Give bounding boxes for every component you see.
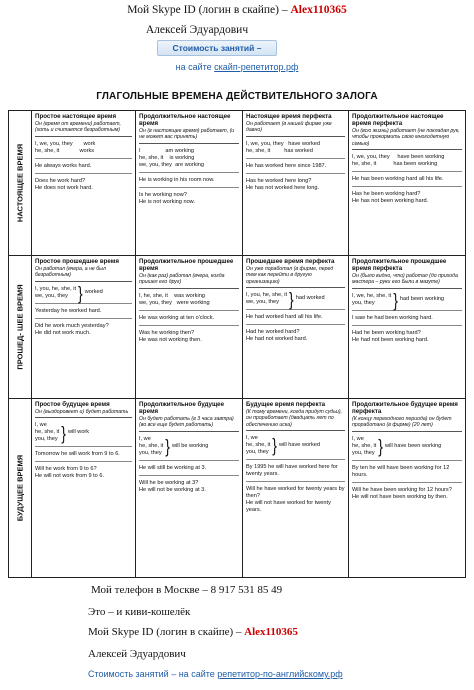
example-sentence: He is working in his room now. bbox=[139, 176, 215, 183]
subject-list bbox=[246, 292, 287, 306]
verb-form: will be working bbox=[171, 442, 209, 449]
tense-title: Прошедшее время перфекта bbox=[246, 258, 335, 265]
subject-item: I, we bbox=[35, 422, 47, 429]
subject-item: I, we bbox=[139, 435, 151, 442]
conjugation-group bbox=[35, 282, 132, 303]
tense-note: Он работал (вчера, а не был безработным) bbox=[35, 266, 132, 281]
tense-cell bbox=[136, 111, 243, 255]
tense-title: Продолжительное настоящее время bbox=[139, 113, 231, 128]
tense-note: Он уже поработал (в фирме, перед тем как перейти в другую организацию) bbox=[246, 266, 345, 288]
conjugation-line: I, we, you, they have been working bbox=[352, 153, 445, 160]
question-negation-block bbox=[246, 485, 345, 517]
tense-note: Он (в настоящее время) работает, (и не может вас принять) bbox=[139, 128, 239, 143]
verb-form: had been working bbox=[399, 296, 445, 303]
tense-note: Он работает (в нашей фирме уже давно) bbox=[246, 121, 345, 136]
header-skype-id: Alex110365 bbox=[290, 4, 347, 16]
subject-item: you, they bbox=[246, 448, 269, 455]
tense-title: Настоящее время перфекта bbox=[246, 113, 332, 120]
tense-title: Простое настоящее время bbox=[35, 113, 117, 120]
example-sentence: I saw he had been working hard. bbox=[352, 314, 433, 321]
tense-title: Продолжительное будущее время перфекта bbox=[352, 401, 458, 416]
row-label-text: НАСТОЯЩЕЕ ВРЕМЯ bbox=[15, 143, 25, 223]
tense-note: Он (всю жизнь) работает (не покладая рук, чтобы прокормить свою многодетную семью) bbox=[352, 128, 462, 150]
subject-item: he, she, it bbox=[139, 442, 164, 449]
conjugation-line: I, he, she, it was working bbox=[139, 292, 205, 299]
footer-price-prefix: Стоимость занятий – на сайте bbox=[88, 669, 215, 679]
tense-cell bbox=[136, 399, 243, 577]
example-block bbox=[139, 464, 239, 476]
subject-item: he, she, it bbox=[246, 441, 271, 448]
example-sentence: By ten he will have been working for 12 hours. bbox=[352, 464, 450, 478]
brace-glyph: } bbox=[289, 288, 294, 310]
example-sentence: Has he been working hard? bbox=[352, 190, 421, 197]
example-sentence: Had he worked hard? bbox=[246, 328, 300, 335]
question-negation-block bbox=[139, 191, 239, 209]
tense-cell bbox=[243, 399, 349, 577]
example-sentence: Is he working now? bbox=[139, 191, 187, 198]
tense-title: Будущее время перфекта bbox=[246, 401, 326, 408]
example-sentence: He had not been working hard. bbox=[352, 336, 429, 343]
conjugation-line: he, she, it is working bbox=[139, 154, 195, 161]
verb-form: will have been working bbox=[384, 442, 442, 449]
tense-note: Он (выздоровеет и) будет работать bbox=[35, 409, 132, 418]
row-label bbox=[9, 111, 32, 255]
verb-form: worked bbox=[84, 289, 103, 296]
footer-price-line bbox=[88, 669, 474, 679]
conjugation-block bbox=[35, 421, 132, 447]
question-negation-block bbox=[352, 329, 462, 347]
example-sentence: Has he worked here long? bbox=[246, 177, 312, 184]
subject-list bbox=[35, 286, 76, 300]
subject-item: we, you, they bbox=[246, 298, 279, 305]
row-label bbox=[9, 256, 32, 398]
question-negation-block bbox=[35, 322, 132, 340]
footer-name: Алексей Эдуардович bbox=[88, 648, 186, 660]
example-sentence: He is not working now. bbox=[139, 198, 195, 205]
conjugation-group bbox=[246, 435, 345, 456]
example-block bbox=[246, 313, 345, 325]
example-sentence: He was working at ten o'clock. bbox=[139, 314, 215, 321]
conjugation-group bbox=[35, 422, 132, 443]
example-sentence: Tomorrow he will work from 9 to 6. bbox=[35, 451, 120, 458]
example-sentence: He has been working hard all his life. bbox=[352, 175, 444, 182]
example-sentence: Had he been working hard? bbox=[352, 329, 421, 336]
footer-qiwi: Это – и киви-кошелёк bbox=[88, 606, 191, 618]
example-sentence: By 1995 he will have worked here for twenty years. bbox=[246, 463, 338, 477]
tense-note: Он (как раз) работал (вчера, когда пришел его друг) bbox=[139, 273, 239, 288]
subject-item: he, she, it bbox=[352, 442, 377, 449]
example-sentence: He will not have been working by then. bbox=[352, 493, 448, 500]
conjugation-line: he, she, it has worked bbox=[246, 147, 313, 154]
footer-skype-line bbox=[88, 626, 474, 638]
conjugation-block bbox=[139, 292, 239, 311]
brace-glyph: } bbox=[61, 422, 66, 444]
conjugation-block bbox=[139, 147, 239, 173]
example-sentence: He was not working then. bbox=[139, 336, 202, 343]
subject-item: I, we, he, she, it bbox=[352, 292, 392, 299]
subject-item: you, they bbox=[139, 449, 162, 456]
tense-title: Продолжительное прошедшее время bbox=[139, 258, 234, 273]
row-label-text: ПРОШЕД- ШЕЕ ВРЕМЯ bbox=[15, 284, 25, 370]
conjugation-group bbox=[352, 289, 462, 311]
example-sentence: He had worked hard all his life. bbox=[246, 313, 323, 320]
example-sentence: Will he have worked for twenty years by then? bbox=[246, 485, 345, 499]
tense-note: Он (время от времени) работает, (хоть и считается безработным) bbox=[35, 121, 132, 136]
conjugation-line: he, she, it works bbox=[35, 147, 95, 154]
tense-note: Он будет работать (в 3 часа завтра) (во все еще будет работать) bbox=[139, 416, 239, 431]
verb-form: will have worked bbox=[278, 441, 320, 448]
conjugation-block bbox=[35, 282, 132, 304]
tense-title: Простое прошедшее время bbox=[35, 258, 119, 265]
tense-cell bbox=[243, 111, 349, 255]
subject-list bbox=[352, 293, 391, 307]
subject-item: we, you, they bbox=[35, 292, 68, 299]
question-negation-block bbox=[139, 479, 239, 497]
example-block bbox=[35, 162, 132, 174]
subject-list bbox=[352, 436, 376, 457]
row-label-text: БУДУЩЕЕ ВРЕМЯ bbox=[15, 454, 25, 522]
example-sentence: Was he working then? bbox=[139, 329, 195, 336]
example-block bbox=[246, 463, 345, 482]
verb-form: will work bbox=[67, 429, 90, 436]
question-negation-block bbox=[246, 177, 345, 195]
tense-cell bbox=[32, 111, 136, 255]
question-negation-block bbox=[35, 177, 132, 195]
question-negation-block bbox=[246, 328, 345, 346]
example-sentence: He has not been working hard. bbox=[352, 197, 429, 204]
example-sentence: Will he work from 9 to 6? bbox=[35, 466, 97, 473]
footer-skype-id: Alex110365 bbox=[244, 626, 298, 638]
tense-note: Он (было видно, что) работал (до прихода мастера – руки его были в мазуте) bbox=[352, 273, 462, 288]
tense-title: Продолжительное будущее время bbox=[139, 401, 225, 416]
subject-list bbox=[246, 435, 270, 456]
price-site-prefix: на сайте bbox=[175, 62, 212, 72]
tense-title: Продолжительное прошедшее время перфекта bbox=[352, 258, 447, 273]
example-sentence: He has not worked here long. bbox=[246, 184, 320, 191]
brace-glyph: } bbox=[165, 435, 170, 457]
conjugation-line: we, you, they are working bbox=[139, 161, 204, 168]
conjugation-line: I am working bbox=[139, 147, 195, 154]
subject-item: he, she, it bbox=[35, 429, 60, 436]
example-sentence: Did he work much yesterday? bbox=[35, 322, 109, 329]
subject-item: I, we bbox=[352, 435, 364, 442]
example-block bbox=[139, 314, 239, 326]
example-sentence: He always works hard. bbox=[35, 162, 92, 169]
example-block bbox=[35, 307, 132, 319]
question-negation-block bbox=[35, 465, 132, 483]
example-block bbox=[352, 464, 462, 483]
example-sentence: He does not work hard. bbox=[35, 184, 93, 191]
conjugation-line: I, we, you, they have worked bbox=[246, 140, 320, 147]
subject-item: I, you, he, she, it bbox=[35, 285, 77, 292]
example-sentence: Does he work hard? bbox=[35, 177, 86, 184]
price-site-line bbox=[0, 62, 474, 72]
tense-note: (К концу переходного периода) он будет проработано (в фирме) (20 лет) bbox=[352, 416, 462, 431]
question-negation-block bbox=[139, 329, 239, 347]
tenses-table bbox=[8, 110, 466, 578]
header-name: Алексей Эдуардович bbox=[145, 24, 249, 36]
subject-list bbox=[35, 422, 59, 443]
conjugation-group bbox=[246, 288, 345, 310]
price-site-link[interactable]: скайп-репетитор.рф bbox=[214, 62, 299, 72]
brace-glyph: } bbox=[378, 435, 383, 457]
example-block bbox=[352, 314, 462, 326]
example-sentence: He had not worked hard. bbox=[246, 335, 308, 342]
tense-cell bbox=[349, 399, 465, 577]
header-skype-prefix: Мой Skype ID (логин в скайпе) – bbox=[127, 4, 288, 16]
example-sentence: He will not work from 9 to 6. bbox=[35, 473, 105, 480]
tense-cell bbox=[349, 256, 465, 398]
question-negation-block bbox=[352, 190, 462, 208]
conjugation-group bbox=[352, 436, 462, 457]
example-block bbox=[139, 176, 239, 188]
footer-price-link[interactable]: репетитор-по-английскому.рф bbox=[217, 669, 343, 679]
conjugation-block bbox=[246, 288, 345, 310]
footer-phone: Мой телефон в Москве – 8 917 531 85 49 bbox=[91, 584, 283, 596]
example-sentence: Will he have been working for 12 hours? bbox=[352, 486, 452, 493]
example-block bbox=[35, 450, 132, 462]
tense-cell bbox=[32, 256, 136, 398]
subject-item: I, you, he, she, it bbox=[246, 291, 288, 298]
brace-glyph: } bbox=[393, 289, 398, 311]
example-sentence: He did not work much. bbox=[35, 329, 91, 336]
conjugation-block bbox=[352, 289, 462, 311]
conjugation-line: he, she, it has been working bbox=[352, 160, 438, 167]
document-title: ГЛАГОЛЬНЫЕ ВРЕМЕНА ДЕЙСТВИТЕЛЬНОГО ЗАЛОГА bbox=[96, 91, 378, 102]
subject-item: I, we bbox=[246, 434, 258, 441]
example-sentence: He has worked here since 1987. bbox=[246, 162, 327, 169]
tense-note: (К тому времени, когда придут судьи), он проработает (двадцать лет по обеспечению иска) bbox=[246, 409, 345, 431]
conjugation-line: I, we, you, they work bbox=[35, 140, 96, 147]
table-row bbox=[9, 256, 465, 399]
conjugation-block bbox=[352, 435, 462, 461]
brace-glyph: } bbox=[272, 434, 277, 456]
conjugation-group bbox=[139, 436, 239, 457]
subject-item: you, they bbox=[352, 299, 375, 306]
question-negation-block bbox=[352, 486, 462, 504]
subject-item: you, they bbox=[352, 449, 375, 456]
example-block bbox=[246, 162, 345, 174]
example-sentence: Yesterday he worked hard. bbox=[35, 307, 102, 314]
conjugation-block bbox=[246, 140, 345, 159]
tense-title: Продолжительное настоящее время перфекта bbox=[352, 113, 444, 128]
footer-skype-prefix: Мой Skype ID (логин в скайпе) – bbox=[88, 626, 242, 638]
conjugation-block bbox=[139, 435, 239, 461]
subject-item: you, they bbox=[35, 436, 58, 443]
subject-list bbox=[139, 436, 163, 457]
row-label bbox=[9, 399, 32, 577]
price-button[interactable]: Стоимость занятий – bbox=[157, 40, 277, 56]
example-block bbox=[352, 175, 462, 187]
conjugation-line: we, you, they were working bbox=[139, 299, 210, 306]
conjugation-block bbox=[352, 153, 462, 172]
table-row bbox=[9, 111, 465, 256]
example-sentence: He will not have worked for twenty years. bbox=[246, 499, 331, 513]
brace-glyph: } bbox=[78, 282, 83, 303]
table-row bbox=[9, 399, 465, 577]
header-skype-line bbox=[0, 4, 474, 16]
tense-cell bbox=[32, 399, 136, 577]
tense-cell bbox=[136, 256, 243, 398]
example-sentence: He will still be working at 3. bbox=[139, 464, 207, 471]
example-sentence: He will not be working at 3. bbox=[139, 486, 206, 493]
tense-title: Простое будущее время bbox=[35, 401, 110, 408]
example-sentence: Will he be working at 3? bbox=[139, 479, 199, 486]
verb-form: had worked bbox=[295, 295, 325, 302]
conjugation-block bbox=[35, 140, 132, 159]
tense-cell bbox=[349, 111, 465, 255]
tense-cell bbox=[243, 256, 349, 398]
conjugation-block bbox=[246, 434, 345, 460]
